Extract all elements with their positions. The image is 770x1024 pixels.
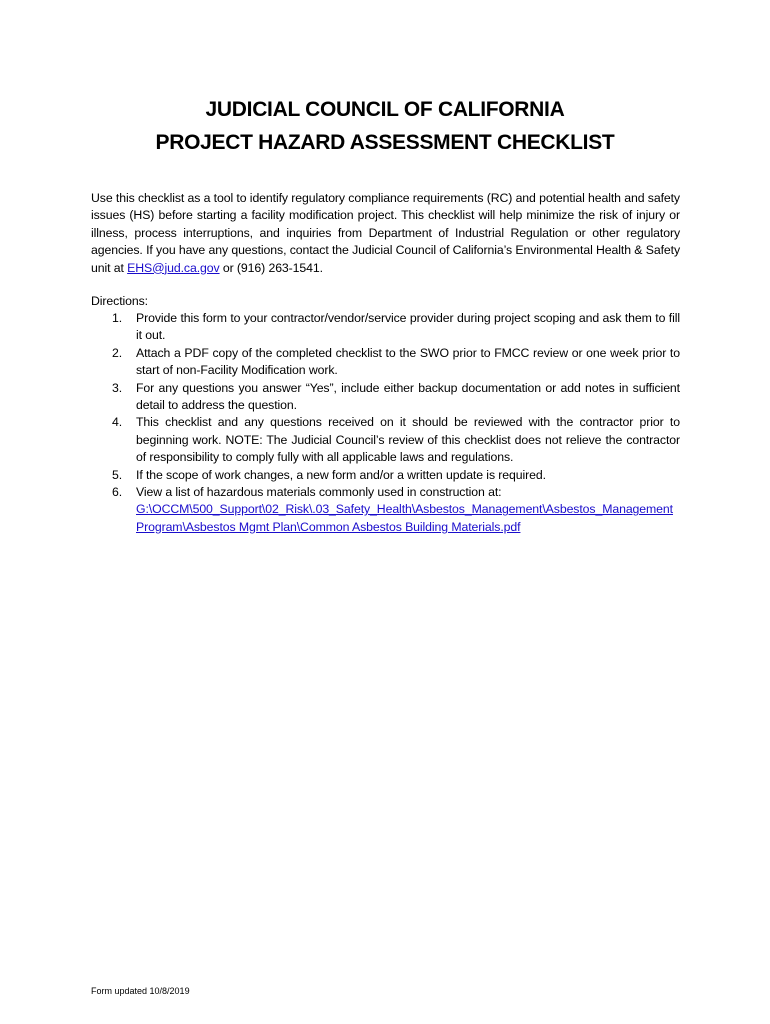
direction-text: For any questions you answer “Yes”, include either backup documentation or add notes in sufficient detail to address the question. — [136, 380, 680, 413]
form-updated-footer: Form updated 10/8/2019 — [91, 986, 190, 996]
direction-number: 4. — [112, 415, 123, 430]
direction-item — [91, 345, 680, 380]
direction-item — [91, 380, 680, 415]
direction-item — [91, 467, 680, 484]
direction-text: Attach a PDF copy of the completed checklist to the SWO prior to FMCC review or one week prior to start of non-Facility Modification work. — [136, 345, 680, 378]
direction-item — [91, 310, 680, 345]
directions-list — [91, 310, 680, 536]
direction-item — [91, 414, 680, 466]
direction-item — [91, 484, 680, 536]
intro-text-end: or (916) 263-1541. — [219, 260, 323, 275]
direction-number: 3. — [112, 380, 123, 395]
document-title-line-1: JUDICIAL COUNCIL OF CALIFORNIA — [205, 98, 565, 121]
hazardous-materials-link[interactable]: G:\OCCM\500_Support\02_Risk\.03_Safety_Health\Asbestos_Management\Asbestos_Management Program\Asbestos Mgmt Plan\Common Asbestos Building Materials.pdf — [136, 502, 673, 534]
direction-text: This checklist and any questions received on it should be reviewed with the contractor prior to beginning work. NOTE: The Judicial Council’s review of this checklist does not relieve the contractor of responsibility to comply fully with all applicable laws and regulations. — [136, 415, 680, 465]
direction-number: 2. — [112, 345, 123, 360]
document-title-line-2: PROJECT HAZARD ASSESSMENT CHECKLIST — [155, 131, 615, 154]
directions-label: Directions: — [91, 294, 148, 308]
direction-number: 1. — [112, 311, 123, 325]
direction-number: 6. — [112, 485, 123, 500]
email-link[interactable]: EHS@jud.ca.gov — [127, 260, 220, 275]
direction-text: View a list of hazardous materials commonly used in construction at: — [136, 485, 502, 500]
intro-paragraph — [91, 190, 680, 277]
intro-text: Use this checklist as a tool to identify regulatory compliance requirements (RC) and potential health and safety issues (HS) before starting a facility modification project. This checklist will help minimize the risk of injury or illness, process interruptions, and inquiries from Department of Industrial Regulation or other regulatory agencies. If you have any questions, contact the Judicial Council of California’s Environmental Health & Safety unit at — [91, 191, 680, 275]
direction-text: Provide this form to your contractor/vendor/service provider during project scoping and ask them to fill it out. — [136, 311, 680, 343]
direction-number: 5. — [112, 467, 123, 482]
direction-text: If the scope of work changes, a new form and/or a written update is required. — [136, 467, 546, 482]
